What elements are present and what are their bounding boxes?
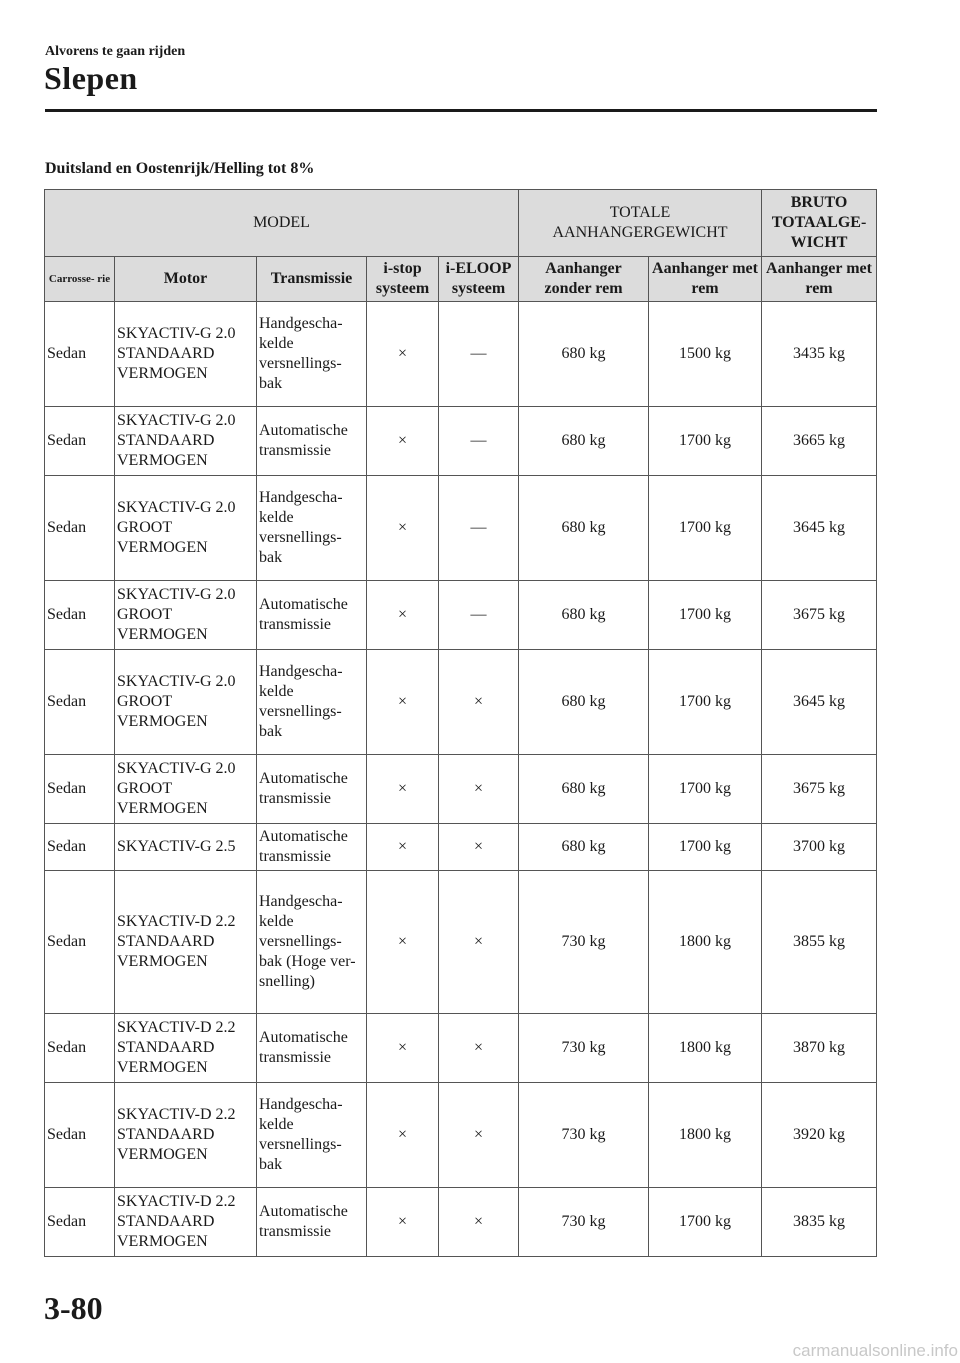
cell-ieloop: × [439, 1083, 519, 1188]
cell-transmission: Automatische transmissie [257, 581, 367, 650]
cell-engine: SKYACTIV-G 2.0 GROOT VERMOGEN [115, 581, 257, 650]
cell-gross: 3435 kg [762, 302, 877, 407]
cell-body: Sedan [45, 755, 115, 824]
cell-body: Sedan [45, 871, 115, 1014]
cell-trailer-braked: 1700 kg [649, 824, 762, 871]
cell-trailer-unbraked: 730 kg [519, 1014, 649, 1083]
cell-gross: 3675 kg [762, 581, 877, 650]
cell-transmission: Automatische transmissie [257, 1014, 367, 1083]
cell-gross: 3645 kg [762, 476, 877, 581]
cell-gross: 3645 kg [762, 650, 877, 755]
cell-trailer-unbraked: 730 kg [519, 1083, 649, 1188]
cell-engine: SKYACTIV-G 2.0 GROOT VERMOGEN [115, 755, 257, 824]
cell-body: Sedan [45, 1188, 115, 1257]
table-row [45, 1188, 877, 1257]
cell-transmission: Automatische transmissie [257, 755, 367, 824]
cell-trailer-unbraked: 730 kg [519, 1188, 649, 1257]
cell-body: Sedan [45, 581, 115, 650]
cell-body: Sedan [45, 1014, 115, 1083]
cell-trailer-unbraked: 730 kg [519, 871, 649, 1014]
col-trailer-unbraked: Aanhanger zonder rem [519, 257, 649, 302]
cell-trailer-unbraked: 680 kg [519, 581, 649, 650]
header-gross-total: BRUTO TOTAALGE- WICHT [762, 190, 877, 257]
cell-ieloop: — [439, 581, 519, 650]
col-body: Carrosse- rie [45, 257, 115, 302]
cell-trailer-braked: 1700 kg [649, 407, 762, 476]
table-row [45, 1014, 877, 1083]
cell-ieloop: × [439, 1188, 519, 1257]
cell-istop: × [367, 650, 439, 755]
cell-gross: 3920 kg [762, 1083, 877, 1188]
cell-trailer-braked: 1500 kg [649, 302, 762, 407]
cell-ieloop: — [439, 302, 519, 407]
col-trailer-braked: Aanhanger met rem [649, 257, 762, 302]
cell-ieloop: × [439, 871, 519, 1014]
table-row [45, 824, 877, 871]
cell-engine: SKYACTIV-G 2.0 STANDAARD VERMOGEN [115, 302, 257, 407]
cell-ieloop: — [439, 476, 519, 581]
towing-weight-table [44, 189, 877, 1257]
cell-trailer-unbraked: 680 kg [519, 824, 649, 871]
cell-trailer-braked: 1700 kg [649, 581, 762, 650]
cell-ieloop: — [439, 407, 519, 476]
cell-gross: 3675 kg [762, 755, 877, 824]
cell-gross: 3870 kg [762, 1014, 877, 1083]
cell-gross: 3700 kg [762, 824, 877, 871]
cell-engine: SKYACTIV-D 2.2 STANDAARD VERMOGEN [115, 1083, 257, 1188]
cell-engine: SKYACTIV-G 2.0 GROOT VERMOGEN [115, 650, 257, 755]
table-subheading: Duitsland en Oostenrijk/Helling tot 8% [45, 160, 315, 177]
cell-istop: × [367, 755, 439, 824]
page-title: Slepen [44, 60, 138, 96]
cell-gross: 3835 kg [762, 1188, 877, 1257]
cell-transmission: Handgescha- kelde versnellings- bak (Hoge ver- snelling) [257, 871, 367, 1014]
col-istop: i-stop systeem [367, 257, 439, 302]
cell-engine: SKYACTIV-G 2.0 GROOT VERMOGEN [115, 476, 257, 581]
cell-istop: × [367, 871, 439, 1014]
cell-body: Sedan [45, 650, 115, 755]
page-number: 3-80 [44, 1290, 103, 1326]
table-row [45, 650, 877, 755]
table-row [45, 581, 877, 650]
cell-istop: × [367, 581, 439, 650]
cell-body: Sedan [45, 476, 115, 581]
cell-engine: SKYACTIV-G 2.0 STANDAARD VERMOGEN [115, 407, 257, 476]
cell-body: Sedan [45, 824, 115, 871]
table-row [45, 302, 877, 407]
header-model: MODEL [45, 190, 519, 257]
col-transmission: Transmissie [257, 257, 367, 302]
cell-transmission: Automatische transmissie [257, 1188, 367, 1257]
cell-istop: × [367, 476, 439, 581]
cell-trailer-braked: 1700 kg [649, 755, 762, 824]
col-engine: Motor [115, 257, 257, 302]
cell-engine: SKYACTIV-G 2.5 [115, 824, 257, 871]
cell-ieloop: × [439, 755, 519, 824]
table-row [45, 1083, 877, 1188]
table-row [45, 871, 877, 1014]
cell-ieloop: × [439, 650, 519, 755]
cell-trailer-unbraked: 680 kg [519, 755, 649, 824]
table-row [45, 476, 877, 581]
watermark: carmanualsonline.info [792, 1341, 958, 1360]
col-ieloop: i-ELOOP systeem [439, 257, 519, 302]
cell-trailer-unbraked: 680 kg [519, 407, 649, 476]
cell-ieloop: × [439, 1014, 519, 1083]
table-row [45, 407, 877, 476]
cell-trailer-braked: 1800 kg [649, 871, 762, 1014]
cell-istop: × [367, 824, 439, 871]
cell-transmission: Automatische transmissie [257, 407, 367, 476]
cell-transmission: Handgescha- kelde versnellings- bak [257, 650, 367, 755]
cell-body: Sedan [45, 302, 115, 407]
cell-gross: 3665 kg [762, 407, 877, 476]
title-rule [45, 109, 877, 112]
cell-body: Sedan [45, 1083, 115, 1188]
cell-trailer-braked: 1700 kg [649, 476, 762, 581]
cell-trailer-unbraked: 680 kg [519, 476, 649, 581]
cell-istop: × [367, 1083, 439, 1188]
cell-trailer-braked: 1800 kg [649, 1014, 762, 1083]
cell-gross: 3855 kg [762, 871, 877, 1014]
header-total-trailer: TOTALE AANHANGERGEWICHT [519, 190, 762, 257]
cell-transmission: Handgescha- kelde versnellings- bak [257, 476, 367, 581]
cell-engine: SKYACTIV-D 2.2 STANDAARD VERMOGEN [115, 1188, 257, 1257]
cell-istop: × [367, 1014, 439, 1083]
cell-trailer-unbraked: 680 kg [519, 302, 649, 407]
cell-transmission: Automatische transmissie [257, 824, 367, 871]
cell-trailer-braked: 1800 kg [649, 1083, 762, 1188]
cell-trailer-unbraked: 680 kg [519, 650, 649, 755]
cell-istop: × [367, 407, 439, 476]
cell-trailer-braked: 1700 kg [649, 650, 762, 755]
cell-istop: × [367, 302, 439, 407]
cell-transmission: Handgescha- kelde versnellings- bak [257, 1083, 367, 1188]
cell-ieloop: × [439, 824, 519, 871]
section-label: Alvorens te gaan rijden [45, 44, 186, 59]
col-gross-braked: Aanhanger met rem [762, 257, 877, 302]
cell-transmission: Handgescha- kelde versnellings- bak [257, 302, 367, 407]
cell-engine: SKYACTIV-D 2.2 STANDAARD VERMOGEN [115, 1014, 257, 1083]
cell-trailer-braked: 1700 kg [649, 1188, 762, 1257]
cell-body: Sedan [45, 407, 115, 476]
cell-engine: SKYACTIV-D 2.2 STANDAARD VERMOGEN [115, 871, 257, 1014]
table-row [45, 755, 877, 824]
cell-istop: × [367, 1188, 439, 1257]
